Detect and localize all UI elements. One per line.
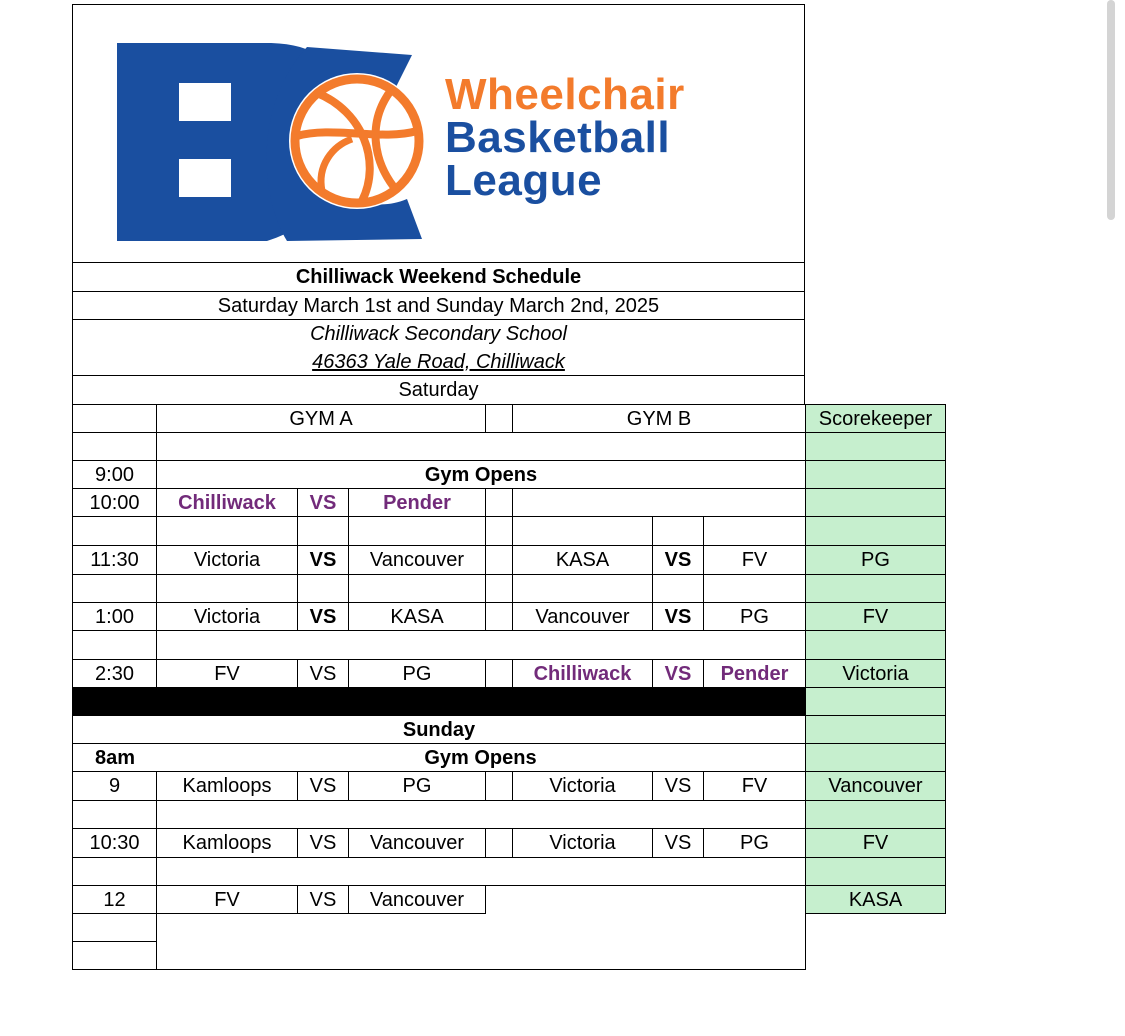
empty-cell bbox=[72, 404, 157, 433]
spacer-cell bbox=[485, 404, 513, 433]
time-cell: 9 bbox=[72, 771, 157, 801]
scorekeeper-cell bbox=[805, 516, 946, 546]
scorekeeper-cell bbox=[805, 715, 946, 744]
time-cell: 11:30 bbox=[72, 545, 157, 575]
team-cell: Chilliwack bbox=[512, 659, 653, 688]
team-cell: FV bbox=[156, 659, 298, 688]
logo-banner bbox=[72, 4, 805, 263]
empty-cell bbox=[72, 630, 157, 660]
vs-cell: VS bbox=[297, 885, 349, 914]
empty-cell bbox=[72, 516, 157, 546]
scorekeeper-cell: Victoria bbox=[805, 659, 946, 688]
empty-cell bbox=[72, 432, 157, 461]
saturday-label: Saturday bbox=[72, 375, 805, 405]
empty-cell bbox=[156, 800, 806, 829]
empty-cell bbox=[703, 516, 806, 546]
empty-cell bbox=[652, 516, 704, 546]
spacer-cell bbox=[485, 602, 513, 631]
vs-cell: VS bbox=[297, 659, 349, 688]
team-cell: KASA bbox=[512, 545, 653, 575]
vs-cell: VS bbox=[297, 488, 349, 517]
empty-cell bbox=[72, 857, 157, 886]
scorekeeper-cell: FV bbox=[805, 828, 946, 858]
team-cell: Vancouver bbox=[348, 828, 486, 858]
bc-logo-icon bbox=[117, 41, 437, 246]
scorekeeper-cell: PG bbox=[805, 545, 946, 575]
logo-line-1: Wheelchair bbox=[445, 70, 685, 119]
empty-cell bbox=[348, 574, 486, 603]
vs-cell: VS bbox=[652, 545, 704, 575]
logo-wordmark bbox=[445, 70, 685, 205]
team-cell: Kamloops bbox=[156, 828, 298, 858]
scorekeeper-cell bbox=[805, 460, 946, 489]
team-cell: Victoria bbox=[156, 545, 298, 575]
scorekeeper-cell bbox=[805, 488, 946, 517]
empty-cell bbox=[156, 432, 806, 461]
time-cell: 1:00 bbox=[72, 602, 157, 631]
empty-cell bbox=[512, 516, 653, 546]
team-cell: FV bbox=[703, 771, 806, 801]
logo-line-3: League bbox=[445, 156, 603, 205]
gym-opens-label: Gym Opens bbox=[156, 743, 806, 772]
team-cell: KASA bbox=[348, 602, 486, 631]
spacer-cell bbox=[485, 771, 513, 801]
vs-cell: VS bbox=[297, 545, 349, 575]
empty-cell bbox=[156, 574, 298, 603]
day-divider bbox=[72, 687, 806, 716]
scorekeeper-cell: Vancouver bbox=[805, 771, 946, 801]
empty-cell bbox=[156, 630, 806, 660]
team-cell: Vancouver bbox=[512, 602, 653, 631]
venue-name: Chilliwack Secondary School bbox=[310, 322, 567, 345]
team-cell: Victoria bbox=[512, 771, 653, 801]
empty-cell bbox=[512, 488, 806, 517]
empty-cell bbox=[156, 516, 298, 546]
empty-cell bbox=[72, 574, 157, 603]
empty-cell bbox=[703, 574, 806, 603]
empty-cell bbox=[72, 800, 157, 829]
scorekeeper-cell: FV bbox=[805, 602, 946, 631]
scorekeeper-header: Scorekeeper bbox=[805, 404, 946, 433]
scrollbar[interactable] bbox=[1107, 0, 1115, 220]
empty-cell bbox=[156, 857, 806, 886]
spacer-cell bbox=[485, 516, 513, 546]
venue-address: 46363 Yale Road, Chilliwack bbox=[312, 350, 565, 373]
vs-cell: VS bbox=[652, 771, 704, 801]
team-cell: FV bbox=[703, 545, 806, 575]
team-cell: Victoria bbox=[512, 828, 653, 858]
team-cell: PG bbox=[703, 602, 806, 631]
table-border bbox=[156, 969, 806, 970]
team-cell: Chilliwack bbox=[156, 488, 298, 517]
gym-opens-label: Gym Opens bbox=[156, 460, 806, 489]
time-cell: 2:30 bbox=[72, 659, 157, 688]
vs-cell: VS bbox=[652, 659, 704, 688]
empty-cell bbox=[652, 574, 704, 603]
team-cell: PG bbox=[348, 659, 486, 688]
empty-cell bbox=[72, 913, 157, 942]
spacer-cell bbox=[485, 574, 513, 603]
time-cell: 10:00 bbox=[72, 488, 157, 517]
spacer-cell bbox=[485, 659, 513, 688]
team-cell: PG bbox=[703, 828, 806, 858]
empty-cell bbox=[297, 574, 349, 603]
schedule-title: Chilliwack Weekend Schedule bbox=[72, 262, 805, 292]
time-cell: 12 bbox=[72, 885, 157, 914]
vs-cell: VS bbox=[652, 602, 704, 631]
team-cell: Victoria bbox=[156, 602, 298, 631]
spacer-cell bbox=[485, 545, 513, 575]
team-cell: FV bbox=[156, 885, 298, 914]
table-border bbox=[805, 913, 806, 970]
scorekeeper-cell bbox=[805, 857, 946, 886]
venue-block bbox=[72, 319, 805, 376]
scorekeeper-cell bbox=[805, 630, 946, 660]
scorekeeper-cell bbox=[805, 432, 946, 461]
empty-cell bbox=[512, 574, 653, 603]
vs-cell: VS bbox=[297, 602, 349, 631]
schedule-dates: Saturday March 1st and Sunday March 2nd, 2025 bbox=[72, 291, 805, 320]
gym-b-header: GYM B bbox=[512, 404, 806, 433]
spacer-cell bbox=[485, 488, 513, 517]
team-cell: Vancouver bbox=[348, 545, 486, 575]
scorekeeper-cell bbox=[805, 687, 946, 716]
vs-cell: VS bbox=[297, 828, 349, 858]
vs-cell: VS bbox=[652, 828, 704, 858]
team-cell: Pender bbox=[348, 488, 486, 517]
time-cell: 9:00 bbox=[72, 460, 157, 489]
scorekeeper-cell bbox=[805, 574, 946, 603]
time-cell: 8am bbox=[72, 743, 157, 772]
logo-line-2: Basketball bbox=[445, 113, 671, 162]
gym-a-header: GYM A bbox=[156, 404, 486, 433]
scorekeeper-cell bbox=[805, 800, 946, 829]
time-cell: 10:30 bbox=[72, 828, 157, 858]
spacer-cell bbox=[485, 828, 513, 858]
scorekeeper-cell bbox=[805, 743, 946, 772]
team-cell: Pender bbox=[703, 659, 806, 688]
scorekeeper-cell: KASA bbox=[805, 885, 946, 914]
vs-cell: VS bbox=[297, 771, 349, 801]
empty-cell bbox=[348, 516, 486, 546]
empty-cell bbox=[297, 516, 349, 546]
team-cell: Vancouver bbox=[348, 885, 486, 914]
empty-cell bbox=[72, 941, 157, 970]
team-cell: PG bbox=[348, 771, 486, 801]
sunday-label: Sunday bbox=[72, 715, 806, 744]
team-cell: Kamloops bbox=[156, 771, 298, 801]
